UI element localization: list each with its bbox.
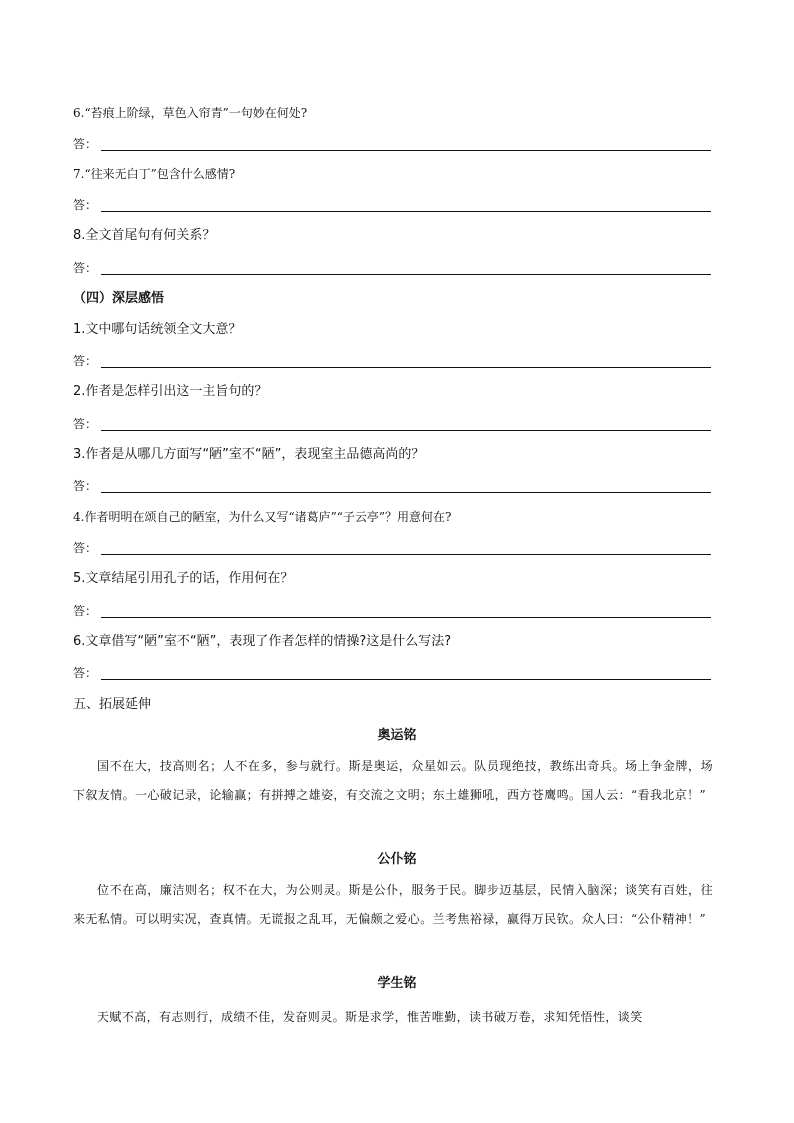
answer-label: 答： (73, 354, 98, 368)
answer-line[interactable] (101, 430, 711, 431)
answer-row-4-5 (73, 603, 711, 619)
passage-title-olympic: 奥运铭 (377, 728, 417, 743)
question-3-7: 7.“往来无白丁”包含什么感情? (73, 167, 236, 181)
answer-label: 答： (73, 666, 98, 680)
answer-line[interactable] (101, 274, 711, 275)
answer-line[interactable] (101, 211, 711, 212)
answer-label: 答： (73, 417, 98, 431)
answer-label: 答： (73, 604, 98, 618)
answer-row-3-6 (73, 136, 711, 152)
answer-line[interactable] (101, 679, 711, 680)
question-4-2: 2.作者是怎样引出这一主旨句的？ (73, 384, 268, 399)
passage-body-olympic: 国不在大，技高则名；人不在多，参与就行。斯是奥运，众星如云。队员现绝技，教练出奇兵。场上争金牌，场下叙友情。一心破记录，论输赢；有拼搏之雄姿，有交流之文明；东土雄狮吼，西方苍鹰鸣。国人云：“看我北京！” (73, 759, 713, 802)
answer-label: 答： (73, 541, 98, 555)
answer-row-3-7 (73, 197, 711, 213)
passage-body-student: 天赋不高，有志则行，成绩不佳，发奋则灵。斯是求学，惟苦唯勤，读书破万卷，求知凭悟性，谈笑 (97, 1010, 643, 1024)
answer-row-4-4 (73, 540, 711, 556)
section-4-title: （四）深层感悟 (73, 291, 165, 306)
passage-body-public-servant: 位不在高，廉洁则名；权不在大，为公则灵。斯是公仆，服务于民。脚步迈基层，民情入脑深；谈笑有百姓，往来无私情。可以明实况，查真情。无谎报之乱耳，无偏颇之爱心。兰考焦裕禄，赢得万民钦。众人曰：“公仆精神！” (73, 883, 713, 926)
question-4-1: 1.文中哪句话统领全文大意？ (73, 322, 242, 337)
answer-line[interactable] (101, 617, 711, 618)
answer-row-4-3 (73, 478, 711, 494)
question-3-6: 6.“苔痕上阶绿，草色入帘青”一句妙在何处? (73, 106, 308, 120)
question-4-4: 4.作者明明在颂自己的陋室，为什么又写“诸葛庐”“子云亭”？用意何在? (73, 510, 452, 524)
answer-line[interactable] (101, 492, 711, 493)
answer-row-4-6 (73, 665, 711, 681)
question-3-8: 8.全文首尾句有何关系？ (73, 228, 216, 243)
answer-label: 答： (73, 137, 98, 151)
answer-label: 答： (73, 198, 98, 212)
passage-title-public-servant: 公仆铭 (377, 852, 417, 867)
answer-label: 答： (73, 479, 98, 493)
answer-line[interactable] (101, 150, 711, 151)
section-5-title: 五、拓展延伸 (73, 697, 152, 712)
answer-line[interactable] (101, 554, 711, 555)
question-4-6: 6.文章借写“陋”室不“陋”，表现了作者怎样的情操?这是什么写法? (73, 634, 452, 649)
answer-row-4-1 (73, 353, 711, 369)
answer-row-3-8 (73, 260, 711, 276)
question-4-5: 5.文章结尾引用孔子的话，作用何在？ (73, 571, 294, 586)
passage-title-student: 学生铭 (377, 976, 417, 991)
answer-row-4-2 (73, 416, 711, 432)
question-4-3: 3.作者是从哪几方面写“陋”室不“陋”，表现室主品德高尚的？ (73, 447, 425, 462)
answer-label: 答： (73, 261, 98, 275)
answer-line[interactable] (101, 367, 711, 368)
